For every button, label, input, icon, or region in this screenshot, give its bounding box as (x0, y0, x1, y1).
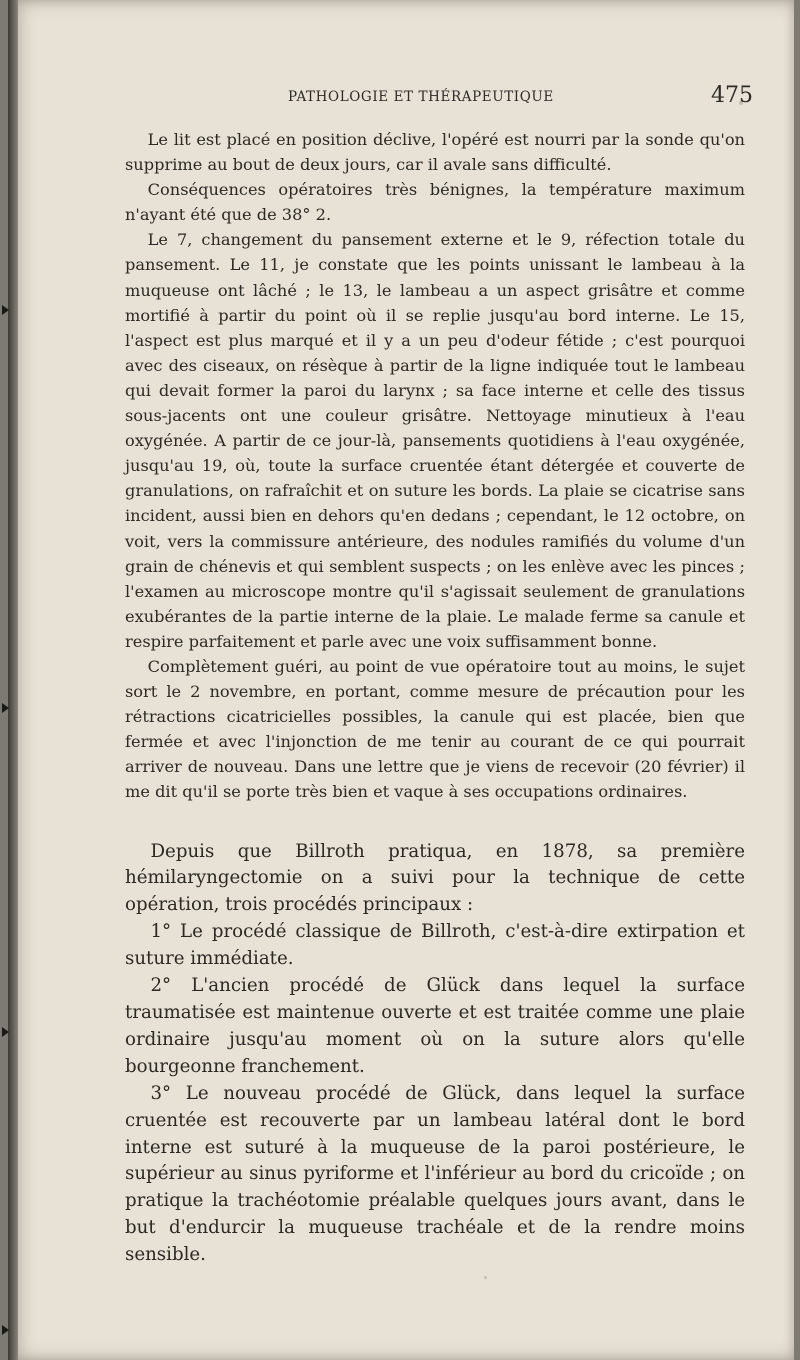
methods-paragraph: 1° Le procédé classique de Billroth, c'est-à-dire extirpation et suture immédiate. (125, 921, 745, 970)
page-body (125, 127, 745, 1269)
case-paragraph: Conséquences opératoires très bénignes, la température maximum n'ayant été que de 38° 2. (125, 180, 745, 225)
ink-spot (484, 1276, 487, 1279)
methods-paragraph: 2° L'ancien procédé de Glück dans lequel la surface traumatisée est maintenue ouverte et est traitée comme une plaie ordinaire jusqu'au moment où on la suture alors qu'elle bourgeonne franchement. (125, 975, 745, 1077)
margin-arrow-icon (2, 1027, 9, 1037)
running-title: PATHOLOGIE ET THÉRAPEUTIQUE (288, 89, 554, 105)
page-number: 475 (711, 83, 753, 108)
methods-paragraph: 3° Le nouveau procédé de Glück, dans lequel la surface cruentée est recouverte par un lambeau latéral dont le bord interne est suturé à la muqueuse de la paroi postérieure, le supérieur au sinus pyriforme et l'inférieur au bord du cricoïde ; on pratique la trachéotomie préalable quelques jours avant, dans le but d'endurcir la muqueuse trachéale et de la rendre moins sensible. (125, 1082, 745, 1266)
ink-spot (739, 101, 743, 105)
case-paragraph: Complètement guéri, au point de vue opératoire tout au moins, le sujet sort le 2 novembre, en portant, comme mesure de précaution pour les rétractions cicatricielles possibles, la canule qui est placée, bien que fermée et avec l'injonction de me tenir au courant de ce qui pourrait arriver de nouveau. Dans une lettre que je viens de recevoir (20 février) il me dit qu'il se porte très bien et vaque à ses occupations ordinaires. (125, 656, 745, 802)
margin-arrow-icon (2, 703, 9, 713)
case-paragraph: Le 7, changement du pansement externe et le 9, réfection totale du pansement. Le 11, je constate que les points unissant le lambeau à la muqueuse ont lâché ; le 13, le lambeau a un aspect grisâtre et comme mortifié à partir du point où il se replie jusqu'au bord interne. Le 15, l'aspect est plus marqué et il y a un peu d'odeur fétide ; c'est pourquoi avec des ciseaux, on résèque à partir de la ligne indiquée tout le lambeau qui devait former la paroi du larynx ; sa face interne et celle des tissus sous-jacents ont une couleur grisâtre. Nettoyage minutieux à l'eau oxygénée. A partir de ce jour-là, pansements quotidiens à l'eau oxygénée, jusqu'au 19, où, toute la surface cruentée étant détergée et couverte de granulations, on rafraîchit et on suture les bords. La plaie se cicatrise sans incident, aussi bien en dehors qu'en dedans ; cependant, le 12 octobre, on voit, vers la commissure antérieure, des nodules ramifiés du volume d'un grain de chénevis et qui semblent suspects ; on les enlève avec les pinces ; l'examen au microscope montre qu'il s'agissait seulement de granulations exubérantes de la partie interne de la plaie. Le malade ferme sa canule et respire parfaitement et parle avec une voix suffisamment bonne. (125, 230, 745, 651)
section-gap (125, 805, 745, 839)
book-page (8, 0, 794, 1360)
case-report (125, 127, 745, 805)
methods-section (125, 839, 745, 1270)
margin-arrow-icon (2, 1325, 9, 1335)
book-spine (8, 0, 18, 1360)
methods-paragraph: Depuis que Billroth pratiqua, en 1878, sa première hémilaryngectomie on a suivi pour la technique de cette opération, trois procédés principaux : (125, 840, 745, 916)
case-paragraph: Le lit est placé en position déclive, l'opéré est nourri par la sonde qu'on supprime au bout de deux jours, car il avale sans difficulté. (125, 130, 745, 175)
page-header (118, 85, 758, 115)
margin-arrow-icon (2, 305, 9, 315)
